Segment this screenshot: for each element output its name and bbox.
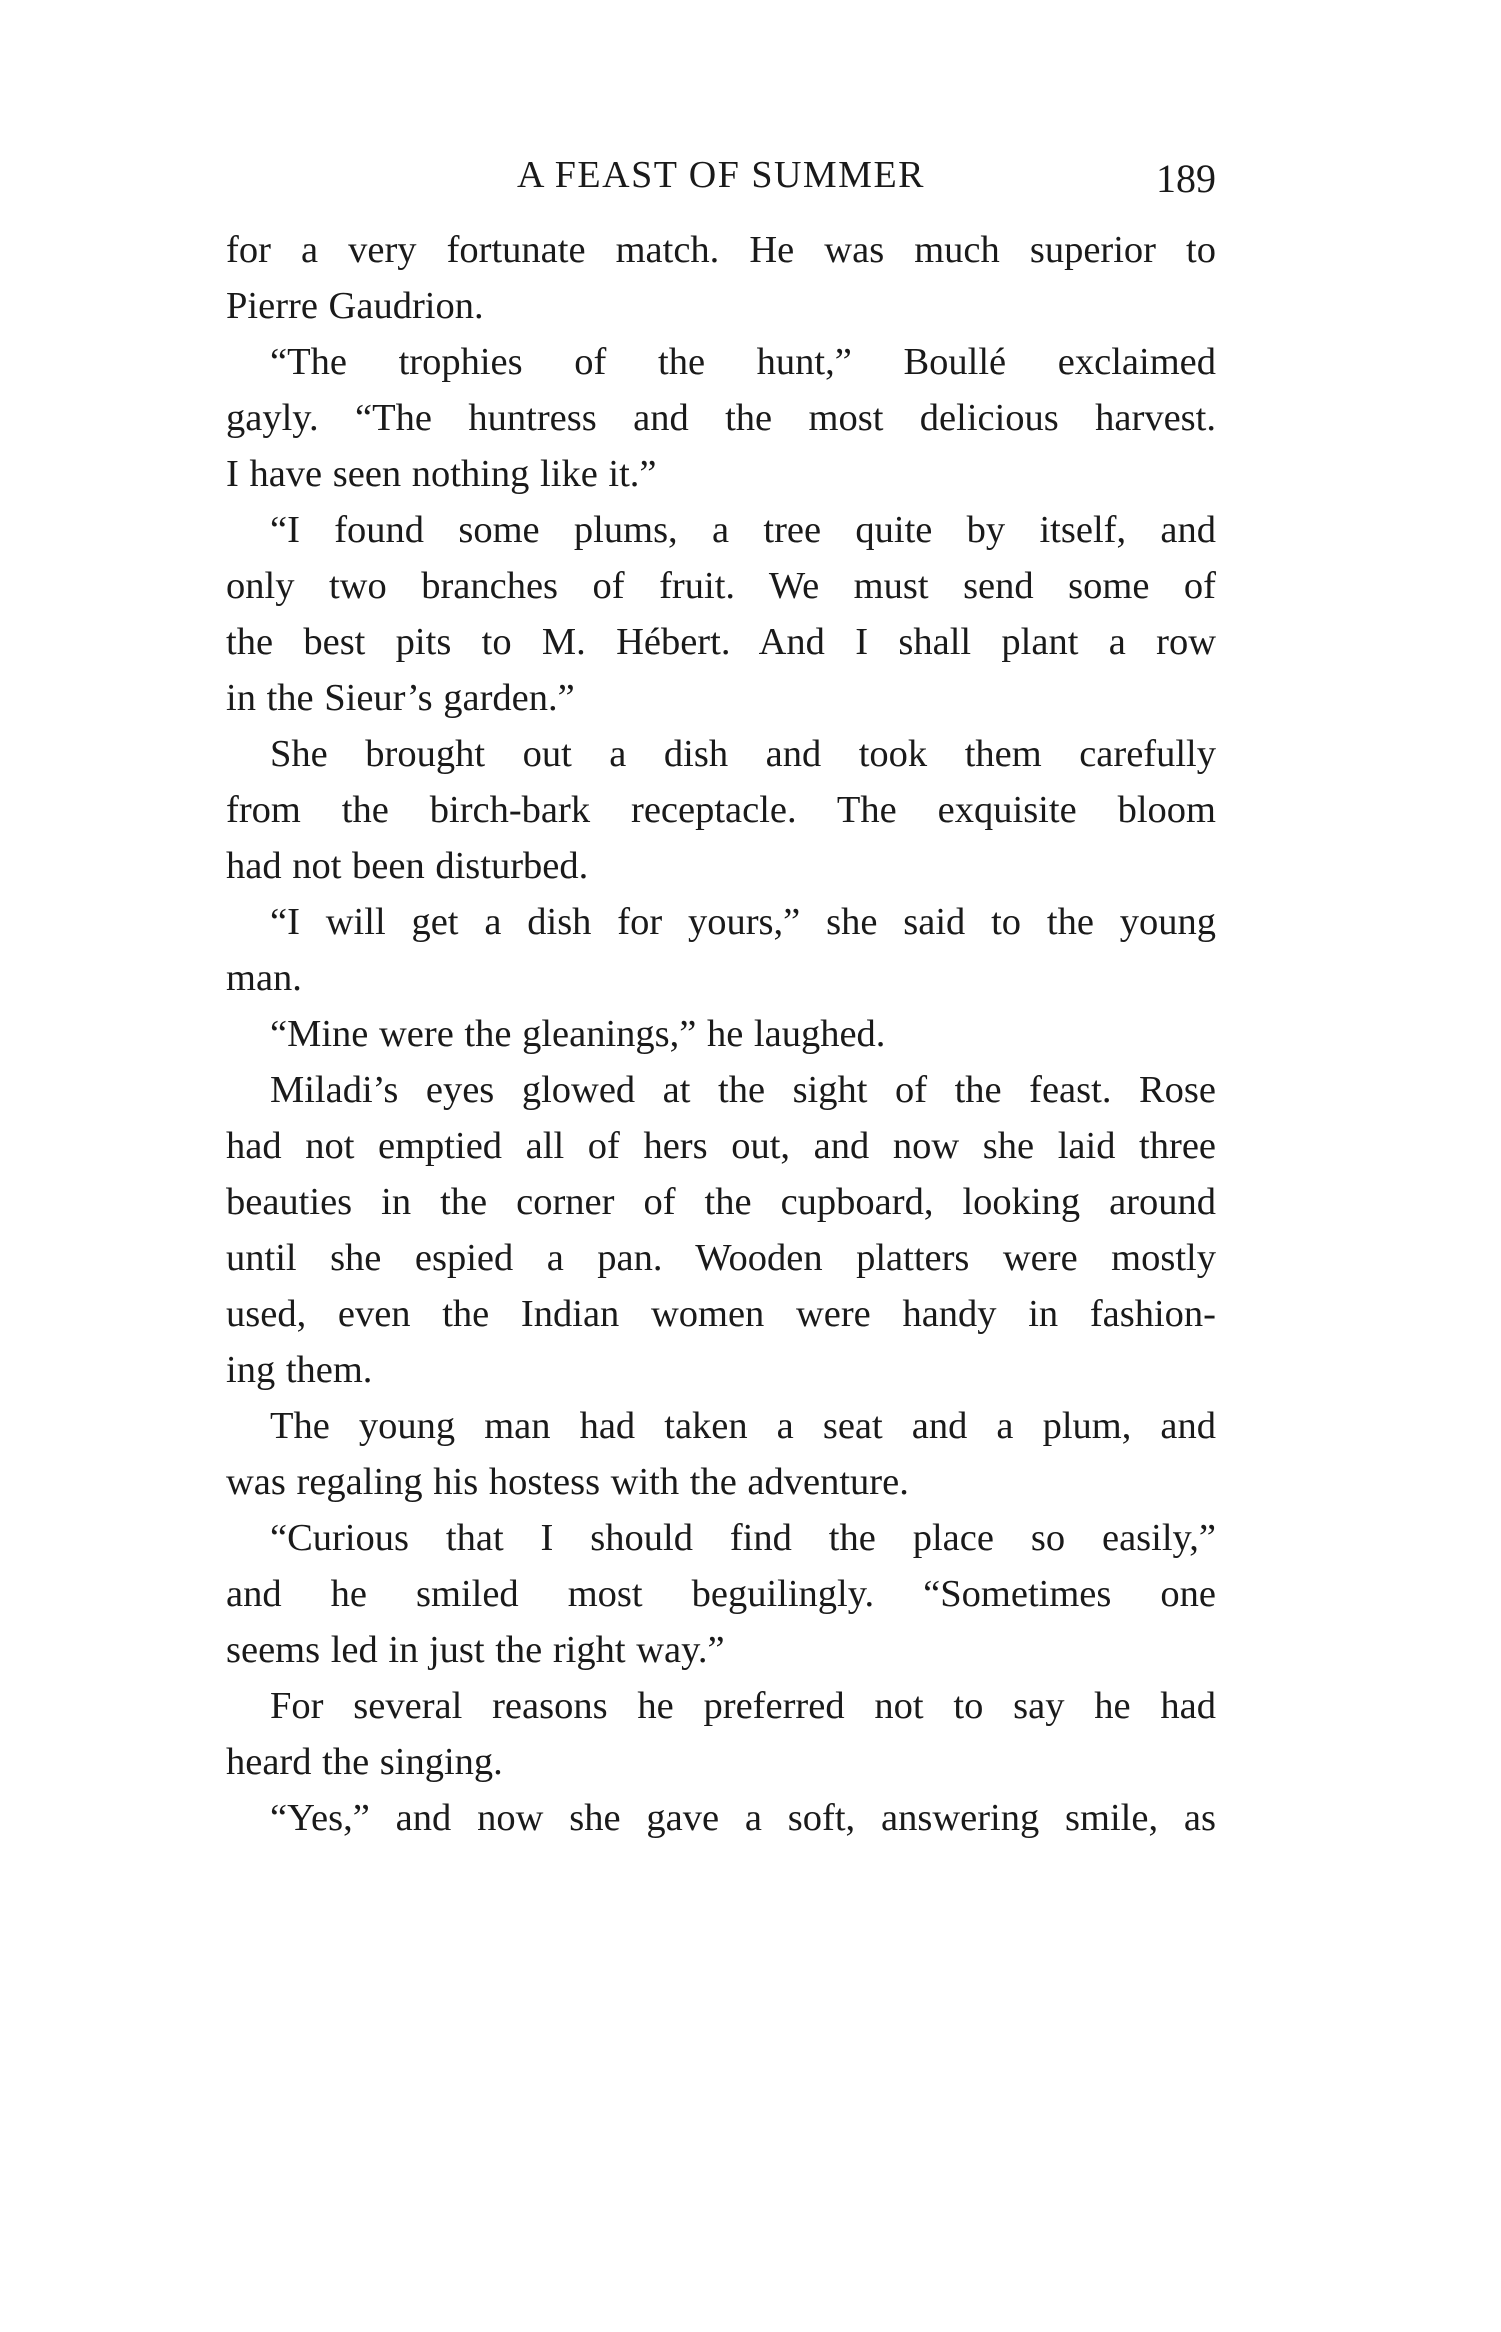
text-line: only two branches of fruit. We must send some of <box>226 565 1216 607</box>
text-line: “The trophies of the hunt,” Boullé exclaimed <box>270 341 1216 383</box>
text-line: “I found some plums, a tree quite by itself, and <box>270 509 1216 551</box>
text-line: “I will get a dish for yours,” she said to the young <box>270 901 1216 943</box>
text-line: The young man had taken a seat and a plum, and <box>270 1405 1216 1447</box>
text-line: and he smiled most beguilingly. “Sometimes one <box>226 1573 1216 1615</box>
text-line: man. <box>226 957 302 999</box>
text-line: in the Sieur’s garden.” <box>226 677 575 719</box>
text-line: ing them. <box>226 1349 373 1391</box>
text-line: until she espied a pan. Wooden platters were mostly <box>226 1237 1216 1279</box>
text-line: for a very fortunate match. He was much superior to <box>226 229 1216 271</box>
text-line: She brought out a dish and took them carefully <box>270 733 1216 775</box>
text-line: was regaling his hostess with the adventure. <box>226 1461 909 1503</box>
text-line: seems led in just the right way.” <box>226 1629 725 1671</box>
page-number: 189 <box>1156 156 1216 201</box>
text-line: had not been disturbed. <box>226 845 589 887</box>
text-line: had not emptied all of hers out, and now she laid three <box>226 1125 1216 1167</box>
text-line: “Mine were the gleanings,” he laughed. <box>270 1013 886 1055</box>
text-line: heard the singing. <box>226 1741 503 1783</box>
text-line: “Yes,” and now she gave a soft, answering smile, as <box>270 1797 1216 1839</box>
text-line: beauties in the corner of the cupboard, looking around <box>226 1181 1216 1223</box>
text-line: Pierre Gaudrion. <box>226 285 484 327</box>
text-line: used, even the Indian women were handy in fashion- <box>226 1293 1216 1335</box>
running-head <box>226 150 1216 200</box>
running-title: A FEAST OF SUMMER <box>516 154 926 196</box>
body-text <box>226 222 1216 1846</box>
text-line: the best pits to M. Hébert. And I shall plant a row <box>226 621 1216 663</box>
text-line: For several reasons he preferred not to say he had <box>270 1685 1216 1727</box>
text-line: Miladi’s eyes glowed at the sight of the feast. Rose <box>270 1069 1216 1111</box>
text-line: “Curious that I should find the place so easily,” <box>270 1517 1216 1559</box>
text-line: from the birch-bark receptacle. The exquisite bloom <box>226 789 1216 831</box>
text-line: I have seen nothing like it.” <box>226 453 657 495</box>
text-line: gayly. “The huntress and the most delicious harvest. <box>226 397 1216 439</box>
